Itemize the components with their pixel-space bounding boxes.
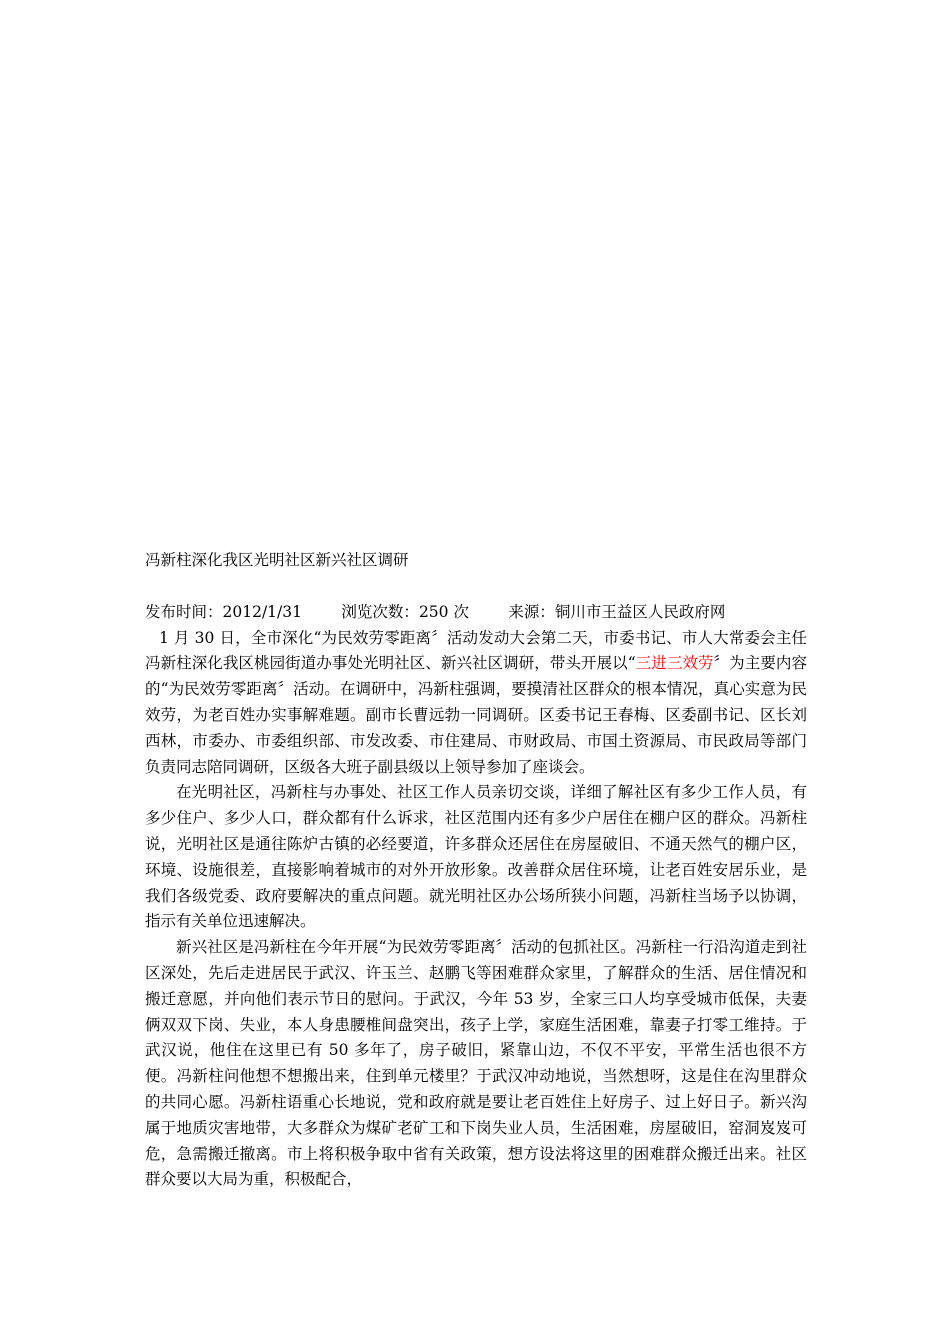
paragraph-1 <box>145 626 807 781</box>
paragraph-1-text-end: 〞为主要内容的“为民效劳零距离〞活动。在调研中，冯新柱强调，要摸清社区群众的根本情况，真心实意为民效劳，为老百姓办实事解难题。副市长曹远勃一同调研。区委书记王春梅、区委副书记、区长刘西林，市委办、市委组织部、市发改委、市住建局、市财政局、市国土资源局、市民政局等部门负责同志陪同调研，区级各大班子副县级以上领导参加了座谈会。 <box>145 654 807 776</box>
article <box>145 548 807 1193</box>
views-label: 浏览次数： <box>341 602 419 621</box>
article-meta <box>145 600 807 626</box>
view-count: 250 次 <box>418 602 469 621</box>
date-label: 发布时间： <box>145 602 223 621</box>
paragraph-3: 新兴社区是冯新柱在今年开展“为民效劳零距离〞活动的包抓社区。冯新柱一行沿沟道走到社区深处，先后走进居民于武汉、许玉兰、赵鹏飞等困难群众家里，了解群众的生活、居住情况和搬迁意愿，并向他们表示节日的慰问。于武汉，今年 53 岁，全家三口人均享受城市低保，夫妻俩双双下岗、失业，本人身患腰椎间盘突出，孩子上学，家庭生活困难，靠妻子打零工维持。于武汉说，他住在这里已有 50 多年了，房子破旧，紧靠山边，不仅不平安，平常生活也很不方便。冯新柱问他想不想搬出来，住到单元楼里？于武汉冲动地说，当然想呀，这是住在沟里群众的共同心愿。冯新柱语重心长地说，党和政府就是要让老百姓住上好房子、过上好日子。新兴沟属于地质灾害地带，大多群众为煤矿老矿工和下岗失业人员，生活困难，房屋破旧，窑洞岌岌可危，急需搬迁撤离。市上将积极争取中省有关政策，想方设法将这里的困难群众搬迁出来。社区群众要以大局为重，积极配合， <box>145 938 807 1189</box>
source-label: 来源： <box>508 602 555 621</box>
highlight-phrase: 三进三效劳 <box>635 654 714 673</box>
paragraph-2: 在光明社区，冯新柱与办事处、社区工作人员亲切交谈，详细了解社区有多少工作人员，有多少住户、多少人口，群众都有什么诉求，社区范围内还有多少户居住在棚户区的群众。冯新柱说，光明社区是通往陈炉古镇的必经要道，许多群众还居住在房屋破旧、不通天然气的棚户区，环境、设施很差，直接影响着城市的对外开放形象。改善群众居住环境，让老百姓安居乐业，是我们各级党委、政府要解决的重点问题。就光明社区办公场所狭小问题，冯新柱当场予以协调，指示有关单位迅速解决。 <box>145 783 807 931</box>
source-name: 铜川市王益区人民政府网 <box>554 602 726 621</box>
paragraph-1-text-start: 1 月 30 日，全市深化“为民效劳零距离〞活动发动大会第二天，市委书记、市人大常委会主任冯新柱深化我区桃园街道办事处光明社区、新兴社区调研，带头开展以“ <box>145 628 807 673</box>
article-title: 冯新柱深化我区光明社区新兴社区调研 <box>145 551 409 569</box>
publish-date: 2012/1/31 <box>222 602 302 621</box>
